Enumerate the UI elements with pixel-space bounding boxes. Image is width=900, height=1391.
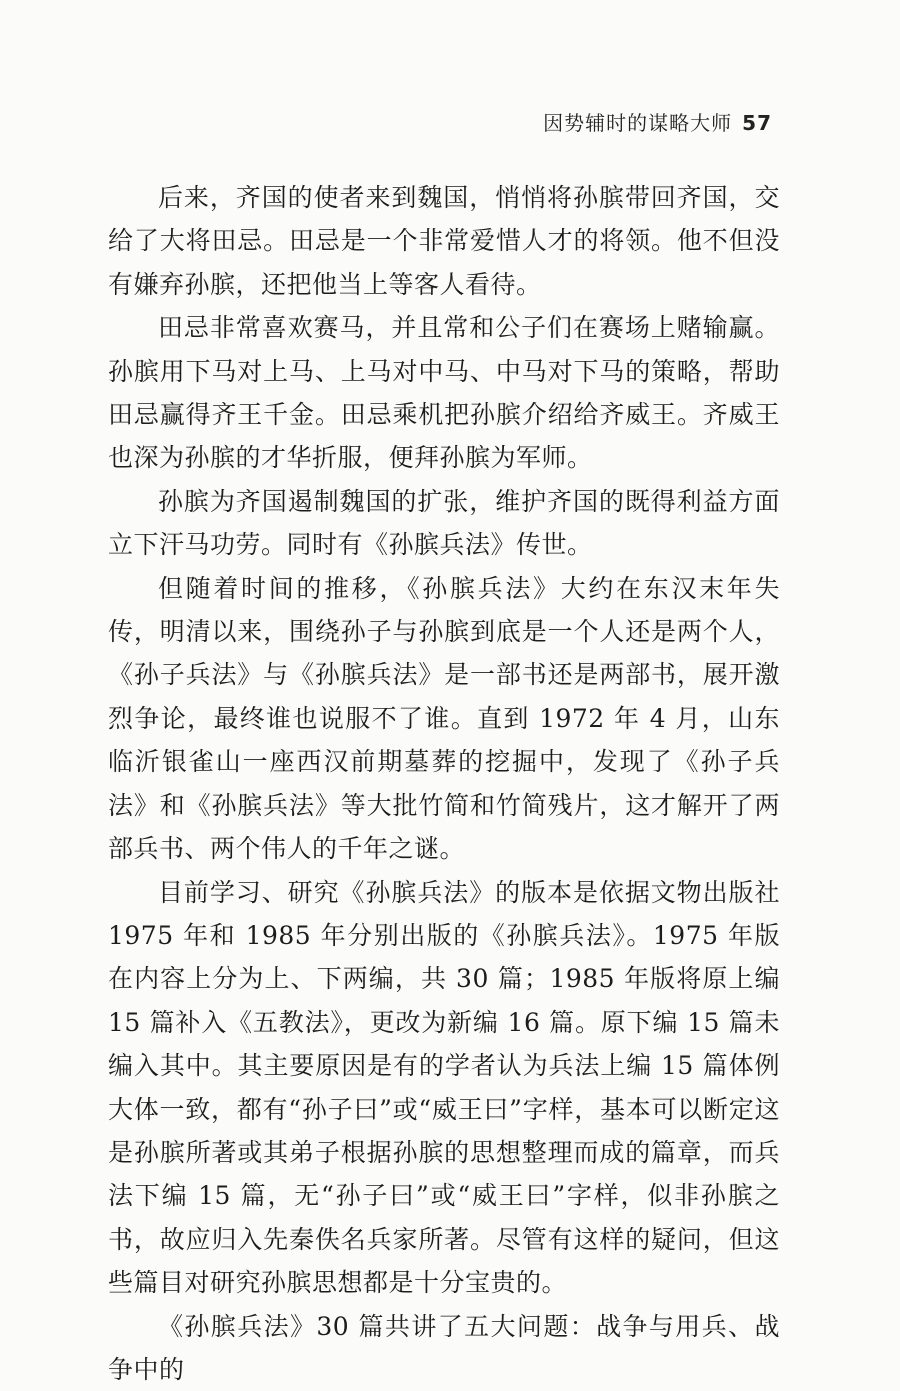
page-number: 57 [742, 111, 772, 135]
body-text [108, 176, 780, 1391]
paragraph: 《孙膑兵法》30 篇共讲了五大问题：战争与用兵、战争中的 [108, 1311, 780, 1384]
paragraph: 目前学习、研究《孙膑兵法》的版本是依据文物出版社 1975 年和 1985 年分别出版的《孙膑兵法》。1975 年版在内容上分为上、下两编，共 30 篇；1985 年版将原上编 15 篇补入《五教法》，更改为新编 16 篇。原下编 15 篇未编入其中。其主要原因是有的学者认为兵法上编 15 篇体例大体一致，都有“孙子曰”或“威王曰”字样，基本可以断定这是孙膑所著或其弟子根据孙膑的思想整理而成的篇章，而兵法下编 15 篇，无“孙子曰”或“威王曰”字样，似非孙膑之书，故应归入先秦佚名兵家所著。尽管有这样的疑问，但这些篇目对研究孙膑思想都是十分宝贵的。 [108, 877, 780, 1298]
paragraph: 田忌非常喜欢赛马，并且常和公子们在赛场上赌输赢。孙膑用下马对上马、上马对中马、中马对下马的策略，帮助田忌赢得齐王千金。田忌乘机把孙膑介绍给齐威王。齐威王也深为孙膑的才华折服，便拜孙膑为军师。 [108, 313, 780, 473]
running-header [543, 107, 772, 136]
paragraph: 但随着时间的推移，《孙膑兵法》大约在东汉末年失传，明清以来，围绕孙子与孙膑到底是一个人还是两个人，《孙子兵法》与《孙膑兵法》是一部书还是两部书，展开激烈争论，最终谁也说服不了谁。直到 1972 年 4 月，山东临沂银雀山一座西汉前期墓葬的挖掘中，发现了《孙子兵法》和《孙膑兵法》等大批竹简和竹简残片，这才解开了两部兵书、两个伟人的千年之谜。 [108, 573, 780, 864]
chapter-title: 因势辅时的谋略大师 [543, 111, 733, 135]
paragraph: 后来，齐国的使者来到魏国，悄悄将孙膑带回齐国，交给了大将田忌。田忌是一个非常爱惜人才的将领。他不但没有嫌弃孙膑，还把他当上等客人看待。 [108, 183, 780, 299]
paragraph: 孙膑为齐国遏制魏国的扩张，维护齐国的既得利益方面立下汗马功劳。同时有《孙膑兵法》传世。 [108, 486, 780, 560]
